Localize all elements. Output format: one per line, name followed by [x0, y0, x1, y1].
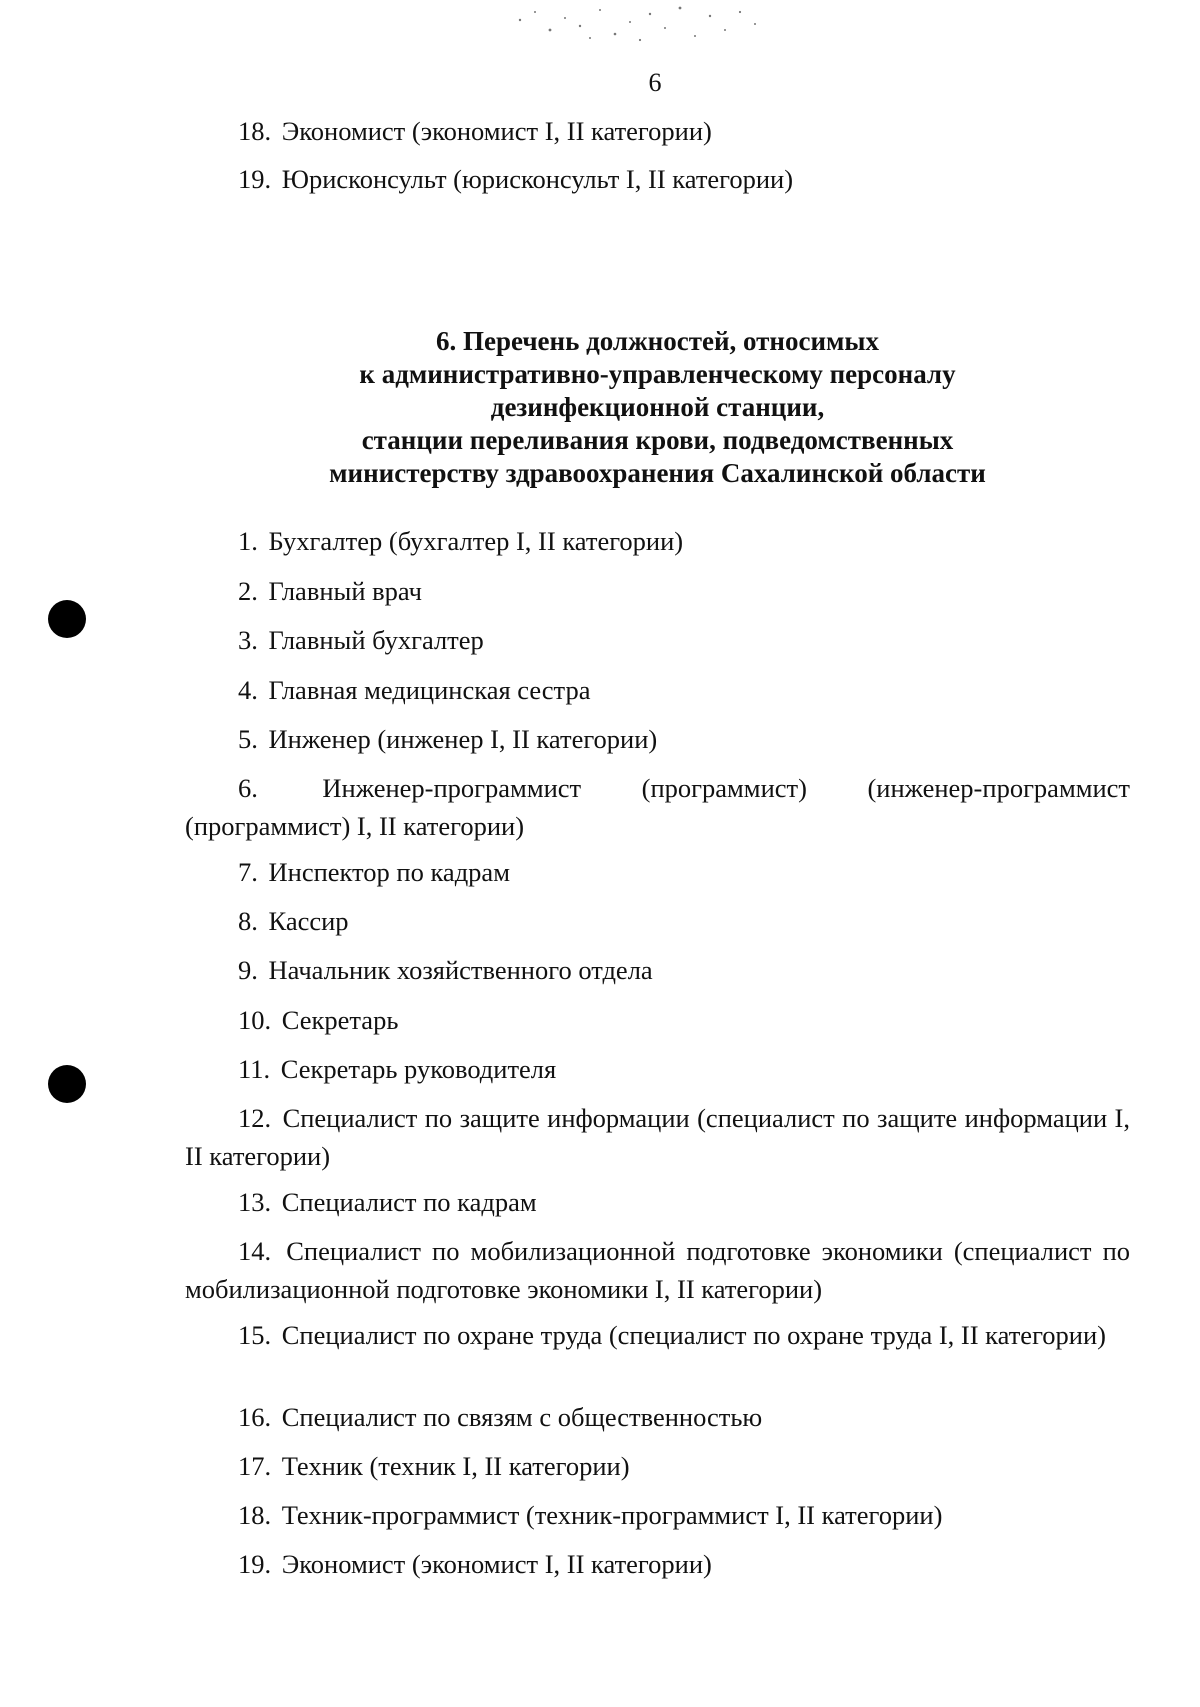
list-item [185, 1232, 1130, 1308]
item-text: Специалист по защите информации (специалист по защите информации I, II категории) [185, 1103, 1131, 1171]
item-text: Инспектор по кадрам [268, 857, 510, 887]
list-item [185, 112, 1130, 150]
list-item [185, 853, 1130, 891]
item-number: 19. [238, 164, 272, 194]
item-text: Специалист по связям с общественностью [281, 1402, 763, 1432]
list-item [185, 1398, 1130, 1436]
list-item [185, 621, 1130, 659]
item-number: 13. [238, 1187, 272, 1217]
list-item [185, 671, 1130, 709]
page-number: 6 [648, 68, 662, 97]
item-number: 6. [238, 773, 258, 803]
list-item [185, 1001, 1130, 1039]
item-number: 9. [238, 955, 258, 985]
item-number: 7. [238, 857, 258, 887]
item-text: Главный врач [268, 576, 422, 606]
item-text: Техник (техник I, II категории) [281, 1451, 630, 1481]
item-text: Экономист (экономист I, II категории) [281, 116, 712, 146]
item-number: 11. [238, 1054, 271, 1084]
item-text: Специалист по охране труда (специалист по охране труда I, II категории) [281, 1320, 1106, 1350]
section-title-line: дезинфекционной станции, [490, 392, 825, 422]
section-title-line: станции переливания крови, подведомственных [361, 425, 954, 455]
list-item [185, 1316, 1130, 1354]
list-item [185, 1545, 1130, 1583]
list-item [185, 1050, 1130, 1088]
list-item [185, 1183, 1130, 1221]
item-text: Инженер-программист (программист) (инженер-программист (программист) I, II категории) [185, 773, 1131, 841]
item-text: Начальник хозяйственного отдела [268, 955, 653, 985]
list-item [185, 1099, 1130, 1175]
item-number: 19. [238, 1549, 272, 1579]
list-item [185, 1447, 1130, 1485]
item-number: 18. [238, 1500, 272, 1530]
item-number: 5. [238, 724, 258, 754]
item-number: 4. [238, 675, 258, 705]
list-item [185, 769, 1130, 845]
section-title-line: министерству здравоохранения Сахалинской области [329, 458, 986, 488]
item-number: 1. [238, 526, 258, 556]
list-item [185, 1496, 1130, 1534]
item-text: Техник-программист (техник-программист I, II категории) [281, 1500, 943, 1530]
item-text: Кассир [268, 906, 349, 936]
item-text: Главный бухгалтер [268, 625, 484, 655]
list-item [185, 572, 1130, 610]
item-text: Секретарь руководителя [280, 1054, 557, 1084]
item-number: 12. [238, 1103, 272, 1133]
list-item [185, 951, 1130, 989]
item-number: 14. [238, 1236, 272, 1266]
list-item [185, 720, 1130, 758]
list-item [185, 160, 1130, 198]
punch-hole [48, 600, 86, 638]
list-item [185, 902, 1130, 940]
section-title-line: к административно-управленческому персоналу [359, 359, 956, 389]
item-text: Специалист по мобилизационной подготовке экономики (специалист по мобилизационной подготовке экономики I, II категории) [185, 1236, 1131, 1304]
item-text: Главная медицинская сестра [268, 675, 591, 705]
item-number: 17. [238, 1451, 272, 1481]
list-item [185, 522, 1130, 560]
item-text: Инженер (инженер I, II категории) [268, 724, 658, 754]
punch-hole [48, 1065, 86, 1103]
item-number: 18. [238, 116, 272, 146]
item-text: Юрисконсульт (юрисконсульт I, II категории) [281, 164, 794, 194]
item-number: 3. [238, 625, 258, 655]
item-text: Секретарь [281, 1005, 399, 1035]
item-number: 15. [238, 1320, 272, 1350]
item-number: 16. [238, 1402, 272, 1432]
item-number: 10. [238, 1005, 272, 1035]
scan-noise-marks [490, 0, 790, 50]
section-title [185, 325, 1130, 490]
item-number: 2. [238, 576, 258, 606]
item-number: 8. [238, 906, 258, 936]
item-text: Бухгалтер (бухгалтер I, II категории) [268, 526, 684, 556]
section-title-line: 6. Перечень должностей, относимых [436, 326, 879, 356]
item-text: Специалист по кадрам [281, 1187, 537, 1217]
item-text: Экономист (экономист I, II категории) [281, 1549, 712, 1579]
